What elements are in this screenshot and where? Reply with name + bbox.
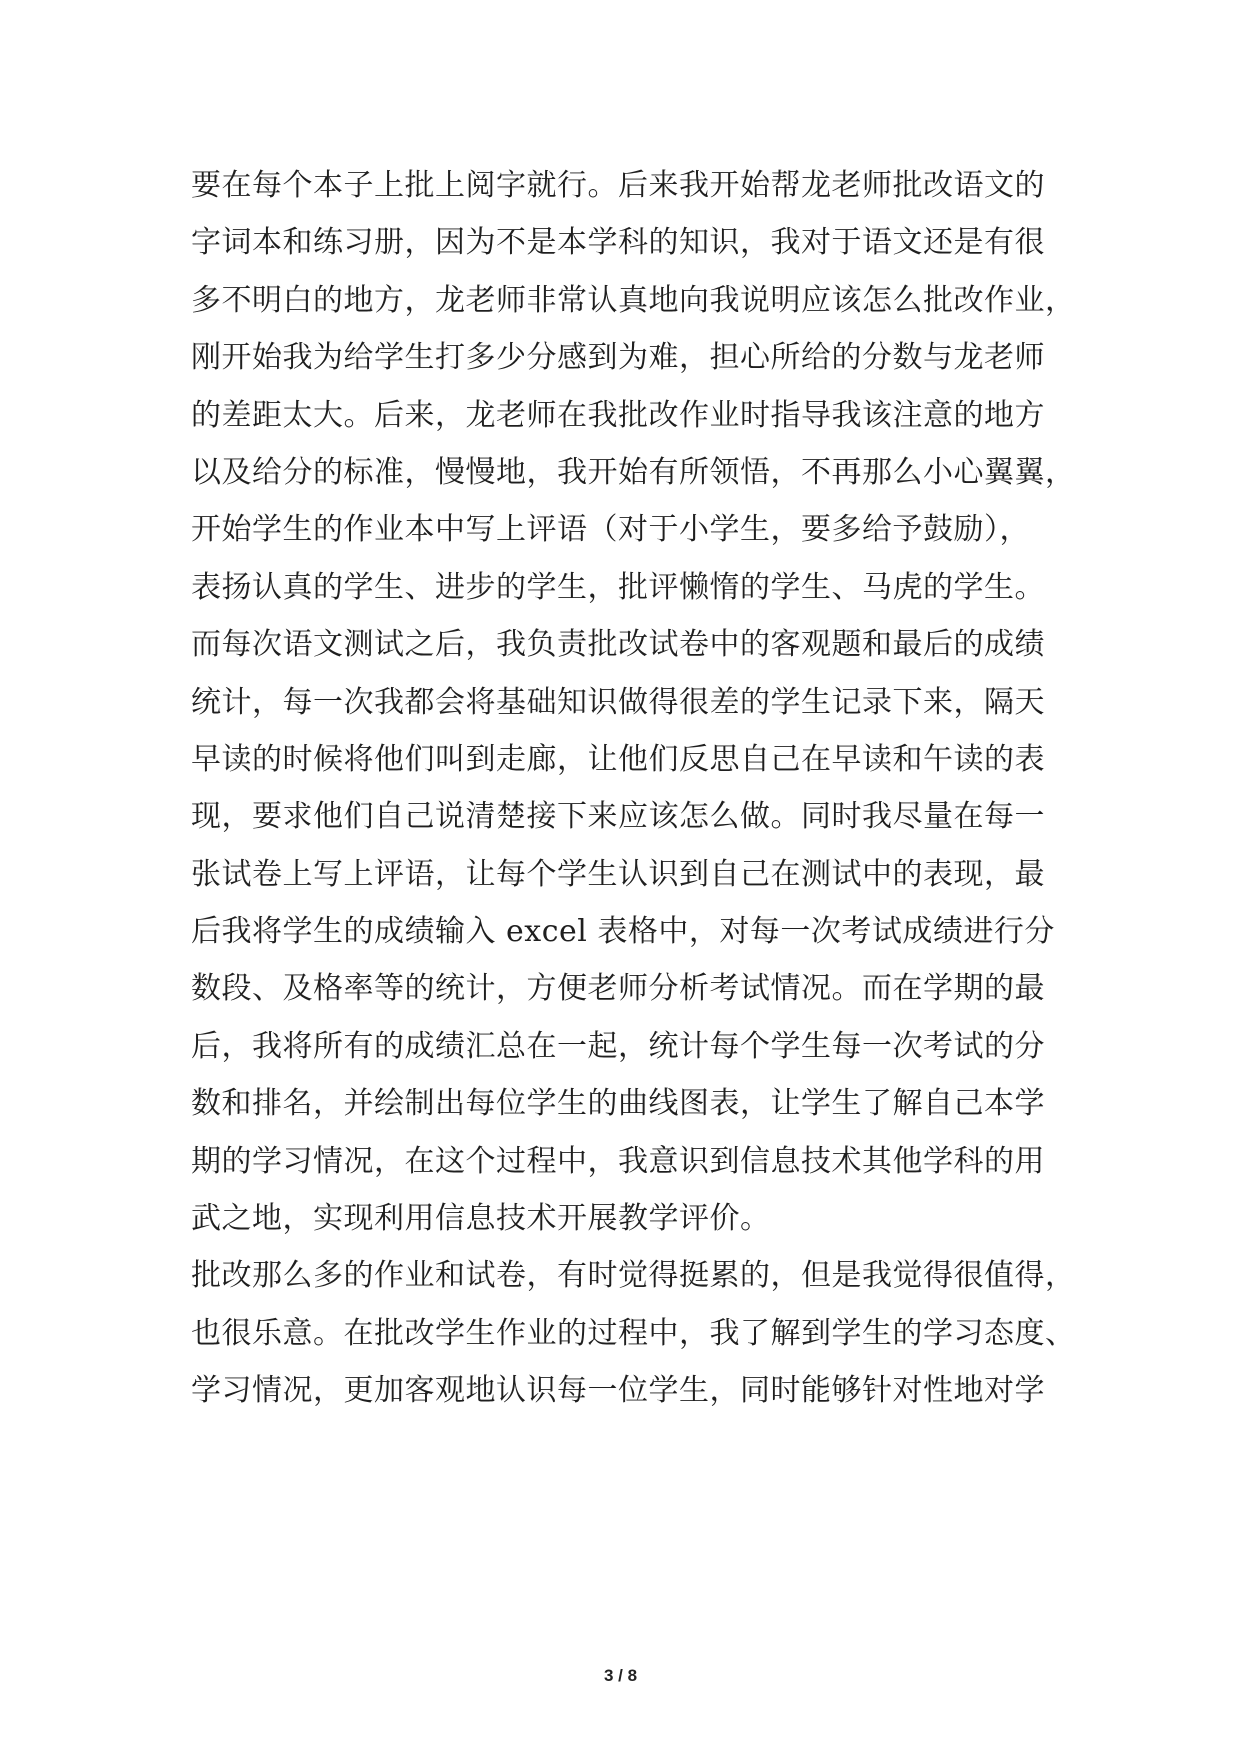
text-line: 现，要求他们自己说清楚接下来应该怎么做。同时我尽量在每一: [191, 799, 1045, 835]
text-line: 武之地，实现利用信息技术开展教学评价。: [191, 1201, 771, 1237]
text-line: 多不明白的地方，龙老师非常认真地向我说明应该怎么批改作业，: [191, 282, 1076, 318]
text-line: 张试卷上写上评语，让每个学生认识到自己在测试中的表现，最: [191, 856, 1045, 892]
text-line: 数段、及格率等的统计，方便老师分析考试情况。而在学期的最: [191, 971, 1045, 1007]
text-line: 字词本和练习册，因为不是本学科的知识，我对于语文还是有很: [191, 225, 1045, 261]
text-line: 的差距太大。后来，龙老师在我批改作业时指导我该注意的地方: [191, 397, 1045, 433]
text-line: 期的学习情况，在这个过程中，我意识到信息技术其他学科的用: [191, 1143, 1045, 1179]
body-text: [191, 157, 1091, 1420]
text-line: 早读的时候将他们叫到走廊，让他们反思自己在早读和午读的表: [191, 741, 1045, 777]
text-line: 而每次语文测试之后，我负责批改试卷中的客观题和最后的成绩: [191, 627, 1045, 663]
text-line: 统计，每一次我都会将基础知识做得很差的学生记录下来，隔天: [191, 684, 1045, 720]
text-line: 批改那么多的作业和试卷，有时觉得挺累的，但是我觉得很值得，: [191, 1258, 1076, 1294]
text-line: 要在每个本子上批上阅字就行。后来我开始帮龙老师批改语文的: [191, 168, 1045, 203]
text-line: 也很乐意。在批改学生作业的过程中，我了解到学生的学习态度、: [191, 1315, 1076, 1351]
text-line: 后，我将所有的成绩汇总在一起，统计每个学生每一次考试的分: [191, 1028, 1045, 1064]
text-line: 开始学生的作业本中写上评语（对于小学生，要多给予鼓励），: [191, 512, 1030, 548]
text-line: 表扬认真的学生、进步的学生，批评懒惰的学生、马虎的学生。: [191, 569, 1045, 605]
text-line: 以及给分的标准，慢慢地，我开始有所领悟，不再那么小心翼翼，: [191, 454, 1076, 490]
text-line: 数和排名，并绘制出每位学生的曲线图表，让学生了解自己本学: [191, 1086, 1045, 1122]
page-number: 3 / 8: [603, 1666, 638, 1685]
text-line: 学习情况，更加客观地认识每一位学生，同时能够针对性地对学: [191, 1373, 1045, 1409]
text-line: 后我将学生的成绩输入 excel 表格中，对每一次考试成绩进行分: [191, 914, 1055, 950]
text-line: 刚开始我为给学生打多少分感到为难，担心所给的分数与龙老师: [191, 340, 1045, 376]
